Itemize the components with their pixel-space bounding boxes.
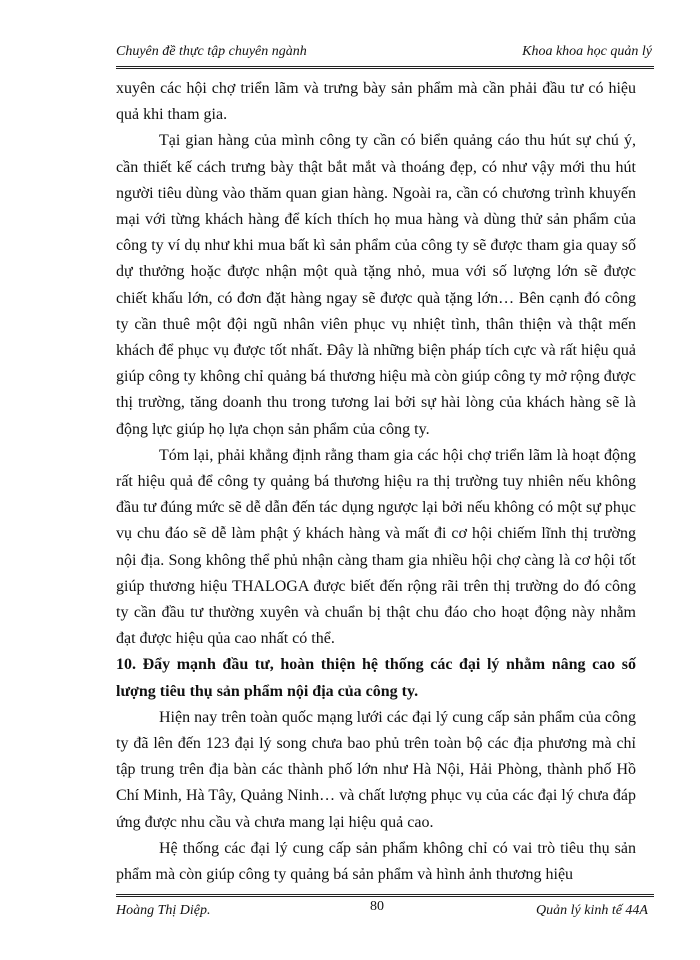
paragraph: Tóm lại, phải khẳng định rằng tham gia các hội chợ triển lãm là hoạt động rất hiệu quả để công ty quảng bá thương hiệu ra thị trường tuy nhiên nếu không đầu tư đúng mức sẽ dễ dẫn đến tác dụng ngược lại bởi nếu không có một sự phục vụ chu đáo sẽ dễ làm phật ý khách hàng và mất đi cơ hội chiếm lĩnh thị trường nội địa. Song không thể phủ nhận càng tham gia nhiều hội chợ càng là cơ hội tốt giúp thương hiệu THALOGA được biết đến rộng rãi trên thị trường do đó công ty cần đầu tư thường xuyên và chuẩn bị thật chu đáo cho hoạt động này nhằm đạt được hiệu qủa cao nhất có thể. [116,446,636,648]
header-right-title: Khoa khoa học quản lý [522,44,652,59]
paragraph: Tại gian hàng của mình công ty cần có biển quảng cáo thu hút sự chú ý, cần thiết kế cách trưng bày thật bắt mắt và thoáng đẹp, có như vậy mới thu hút người tiêu dùng vào thăm quan gian hàng. Ngoài ra, cần có chương trình khuyến mại với từng khách hàng để kích thích họ mua hàng và dùng thử sản phẩm của công ty ví dụ như khi mua bất kì sản phẩm của công ty sẽ được tham gia quay số dự thưởng hoặc được nhận một quà tặng nhỏ, mua với số lượng lớn sẽ được chiết khấu lớn, có đơn đặt hàng ngay sẽ được quà tặng lớn… Bên cạnh đó công ty cần thuê một đội ngũ nhân viên phục vụ nhiệt tình, thân thiện và thật mến khách để phục vụ được tốt nhất. Đây là những biện pháp tích cực và rất hiệu quả giúp công ty không chỉ quảng bá thương hiệu mà còn giúp công ty mở rộng được thị trường, tăng doanh thu trong tương lai bởi sự hài lòng của khách hàng sẽ là động lực giúp họ lựa chọn sản phẩm của công ty. [116,132,636,438]
footer-class: Quản lý kinh tế 44A [536,903,648,918]
paragraph: Hiện nay trên toàn quốc mạng lưới các đại lý cung cấp sản phẩm của công ty đã lên đến 123 đại lý song chưa bao phủ trên toàn bộ các địa phương mà chỉ tập trung trên địa bàn các thành phố lớn như Hà Nội, Hải Phòng, thành phố Hồ Chí Minh, Hà Tây, Quảng Ninh… và chất lượng phục vụ của các đại lý chưa đáp ứng được nhu cầu và chưa mang lại hiệu quả cao. [116,708,636,831]
page-header [116,44,654,69]
header-left-title: Chuyên đề thực tập chuyên ngành [116,44,307,59]
page-footer [116,894,654,923]
paragraph-continuation: xuyên các hội chợ triển lãm và trưng bày sản phẩm mà cần phải đầu tư có hiệu quả khi tham gia. [116,80,636,124]
section-heading: 10. Đẩy mạnh đầu tư, hoàn thiện hệ thống các đại lý nhằm nâng cao số lượng tiêu thụ sản phẩm nội địa của công ty. [116,656,636,700]
paragraph: Hệ thống các đại lý cung cấp sản phẩm không chỉ có vai trò tiêu thụ sản phẩm mà còn giúp công ty quảng bá sản phẩm và hình ảnh thương hiệu [116,839,636,884]
page-number: 80 [370,899,384,914]
document-body [116,76,636,888]
footer-author: Hoàng Thị Diệp. [116,903,211,918]
